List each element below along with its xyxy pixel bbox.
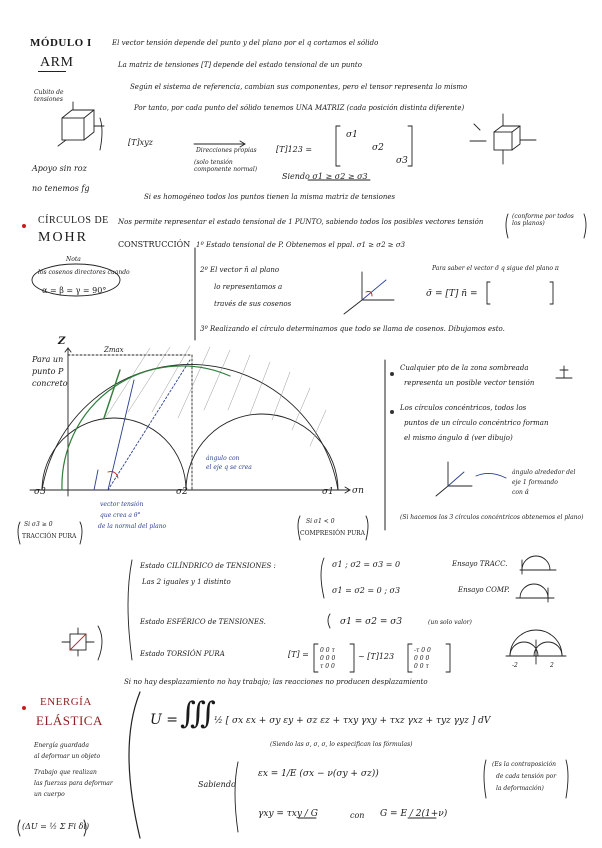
plane-note-3: de la normal del plano — [98, 523, 167, 530]
energia-title-1: ENERGÍA — [40, 696, 92, 708]
torsion-diag-row1: -τ 0 0 — [414, 647, 431, 654]
energia-note-3: Trabajo que realizan — [34, 769, 97, 776]
nota-line-1: los cosenos directores cuando — [38, 269, 130, 276]
side-note-1: (Es la contraposición — [492, 761, 557, 768]
trac-1: Si σ3 ≥ 0 — [24, 521, 53, 528]
triple-integral-sign: ∭ — [180, 696, 216, 731]
arrow-label: Direcciones propias — [196, 147, 257, 154]
right-2b: puntos de un círculo concéntrico forman — [404, 419, 549, 427]
tensor-xyz: [T]xyz — [128, 138, 153, 147]
torsion-mini-diagram — [506, 630, 566, 664]
torsion-matrix-row1: 0 0 τ — [320, 647, 335, 654]
mohr-shaded-region — [104, 346, 326, 446]
torsion-title: Estado TORSIÓN PURA — [140, 650, 225, 658]
ensayo-trac: Ensayo TRACC. — [452, 560, 508, 568]
energia-bracket — [129, 692, 140, 838]
nota-heading: Nota — [66, 256, 81, 263]
construccion-heading: CONSTRUCCIÓN — [118, 240, 191, 249]
matrix-s3: σ3 — [396, 156, 408, 166]
esferico-title: Estado ESFÉRICO de TENSIONES. — [140, 618, 266, 626]
step-2-note: Para saber el vector σ̄ q sigue del plano π — [432, 265, 559, 272]
step-2b: lo representamos a — [214, 283, 283, 291]
mohr-circle-small-right — [186, 414, 338, 490]
energy-sub-note: (Siendo las σ, σ, σ, lo especifican los fórmulas) — [270, 741, 413, 748]
module-title: MÓDULO I — [30, 37, 92, 49]
right-3c: con α̂ — [512, 489, 529, 496]
module-line-4: Por tanto, por cada punto del sólido tenemos UNA MATRIZ (cada posición distinta diferente) — [134, 104, 465, 112]
traction-mini-diagram — [520, 556, 556, 574]
module-line-2: La matriz de tensiones [T] depende del estado tensional de un punto — [118, 61, 362, 69]
mohr-tau-axis-label: Z — [58, 336, 66, 347]
cilindrico-r2: σ1 = σ2 = 0 ; σ3 — [332, 586, 401, 595]
con-label: con — [350, 811, 365, 820]
torsion-axis-right: 2 — [550, 662, 554, 669]
cube-label: Cubito de tensiones — [34, 89, 64, 103]
energia-note-4: las fuerzas para deformar — [34, 780, 113, 787]
cilindrico-sub: Las 2 iguales y 1 distinto — [142, 578, 231, 586]
step-2-formula: σ̄ = [T] n̄ = — [426, 289, 478, 299]
esferico-r: σ1 = σ2 = σ3 — [340, 617, 403, 627]
torsion-axis-left: -2 — [512, 662, 518, 669]
principal-cube-icon — [470, 114, 536, 164]
mohr-sigma-axis-label: σn — [352, 486, 364, 496]
torsion-r: [T] = — [288, 650, 309, 659]
matrix-s1: σ1 — [346, 130, 358, 140]
side-note-2: de cada tensión por — [496, 773, 557, 780]
trac-2: TRACCIÓN PURA — [22, 533, 77, 540]
mohr-circles — [42, 364, 338, 490]
mohr-s2-label: σ2 — [176, 487, 188, 497]
compression-mini-diagram — [516, 584, 554, 602]
right-1a: Cualquier pto de la zona sombreada — [400, 364, 529, 372]
energia-note-5: un cuerpo — [34, 791, 65, 798]
mohr-tau-max-label: Zmax — [104, 346, 124, 354]
cilindrico-title: Estado CILÍNDRICO de TENSIONES : — [140, 562, 276, 570]
G-formula: G = E / 2(1+ν) — [380, 809, 448, 819]
nota-outline — [32, 264, 120, 296]
torsion-cube-icon — [62, 628, 94, 656]
cilindrico-r1: σ1 ; σ2 = σ3 = 0 — [332, 560, 401, 569]
homogeneous-note: Si es homogéneo todos los puntos tienen la misma matriz de tensiones — [144, 193, 396, 201]
module-subtitle: ARM — [40, 55, 74, 70]
apoyo-line-1: Apoyo sin roz — [32, 164, 87, 173]
torsion-diag-row2: 0 0 0 — [414, 655, 430, 662]
comp-2: COMPRESIÓN PURA — [300, 530, 365, 537]
torsion-matrix-row3: τ 0 0 — [320, 663, 335, 670]
arrow-sublabel: (solo tensión componente normal) — [194, 159, 258, 173]
torsion-matrix-row2: 0 0 0 — [320, 655, 336, 662]
epsilon-formula: εx = 1/E (σx − ν(σy + σz)) — [258, 769, 379, 779]
mohr-axes — [30, 348, 350, 496]
right-3a: ángulo alrededor del — [512, 469, 576, 476]
plane-note-1: vector tensión — [100, 501, 144, 508]
mohr-title-2: MOHR — [38, 230, 89, 245]
energy-U: U = — [150, 712, 178, 728]
mohr-circle-small-left — [42, 418, 186, 490]
module-line-1: El vector tensión depende del punto y del plano por el q cortamos el sólido — [112, 39, 379, 47]
sabiendo: Sabiendo — [198, 780, 236, 789]
apoyo-line-2: no tenemos fg — [32, 184, 90, 193]
comp-1: Si σ1 < 0 — [306, 518, 335, 525]
mohr-circle-big — [42, 364, 338, 490]
esferico-note: (un solo valor) — [428, 619, 472, 626]
point-label-3: concreto — [32, 379, 68, 388]
torsion-diag-row3: 0 0 τ — [414, 663, 429, 670]
alpha-note-1: ángulo con — [206, 455, 240, 462]
matrix-s2: σ2 — [372, 143, 384, 153]
right-2a: Los círculos concéntricos, todos los — [400, 404, 527, 412]
torsion-r2: ~ [T]123 — [358, 652, 395, 661]
cube-bracket — [100, 118, 102, 150]
matrix-bracket-left — [336, 126, 340, 166]
estados-bracket — [128, 560, 132, 660]
tensor-123: [T]123 = — [276, 145, 313, 154]
energia-note-formula: (ΔU = ½ Σ Fi δi) — [22, 822, 90, 831]
point-label-2: punto P — [32, 367, 64, 376]
point-label-1: Para un — [32, 355, 64, 364]
right-4: (Si hacemos los 3 círculos concéntricos obtenemos el plano) — [400, 514, 584, 521]
side-note-3: la deformación) — [496, 785, 544, 792]
alpha-axes-icon — [436, 462, 472, 496]
stress-cube-icon — [58, 102, 104, 146]
mohr-intro: Nos permite representar el estado tensional de 1 PUNTO, sabiendo todos los posibles vectores tensión — [118, 218, 484, 226]
step-2a: 2º El vector n̄ al plano — [200, 266, 280, 274]
energia-title-2: ELÁSTICA — [36, 713, 103, 728]
module-line-3: Según el sistema de referencia, cambian sus componentes, pero el tensor representa lo mismo — [130, 83, 468, 91]
energia-note-2: al deformar un objeto — [34, 753, 101, 760]
direction-cosines-icon — [344, 272, 394, 314]
mohr-title-1: CÍRCULOS DE — [38, 215, 109, 226]
step-1: 1º Estado tensional de P. Obtenemos el ppal. σ1 ≥ σ2 ≥ σ3 — [196, 241, 406, 249]
mohr-intro-box: (conforme por todos los planos) — [512, 213, 574, 227]
mohr-s1-label: σ1 — [322, 487, 334, 497]
gamma-formula: γxy = τxy / G — [258, 809, 318, 819]
energy-integrand: ½ [ σx εx + σy εy + σz εz + τxy γxy + τxz γxz + τyz γyz ] dV — [214, 716, 491, 726]
mohr-s3-label: σ3 — [34, 487, 46, 497]
step-3: 3º Realizando el círculo determinamos que todo se llama de cosenos. Dibujamos esto. — [200, 325, 505, 333]
right-1b: representa un posible vector tensión — [404, 379, 535, 387]
nota-line-2: α = β = γ = 90° — [42, 286, 107, 295]
plane-note-2: que crea a θ° — [100, 512, 141, 519]
right-2c: el mismo ángulo α̂ (ver dibujo) — [404, 434, 513, 442]
energia-intro: Si no hay desplazamiento no hay trabajo; las reacciones no producen desplazamiento — [124, 678, 428, 686]
energia-note-1: Energía guardada — [34, 742, 89, 749]
matrix-bracket-right — [408, 126, 412, 166]
right-3b: eje 1 formando — [512, 479, 558, 486]
ensayo-comp: Ensayo COMP. — [458, 586, 510, 594]
sigma-order: Siendo σ1 ≥ σ2 ≥ σ3 — [282, 172, 368, 181]
step-2c: través de sus cosenos — [214, 300, 292, 308]
alpha-note-2: el eje q se crea — [206, 464, 252, 471]
